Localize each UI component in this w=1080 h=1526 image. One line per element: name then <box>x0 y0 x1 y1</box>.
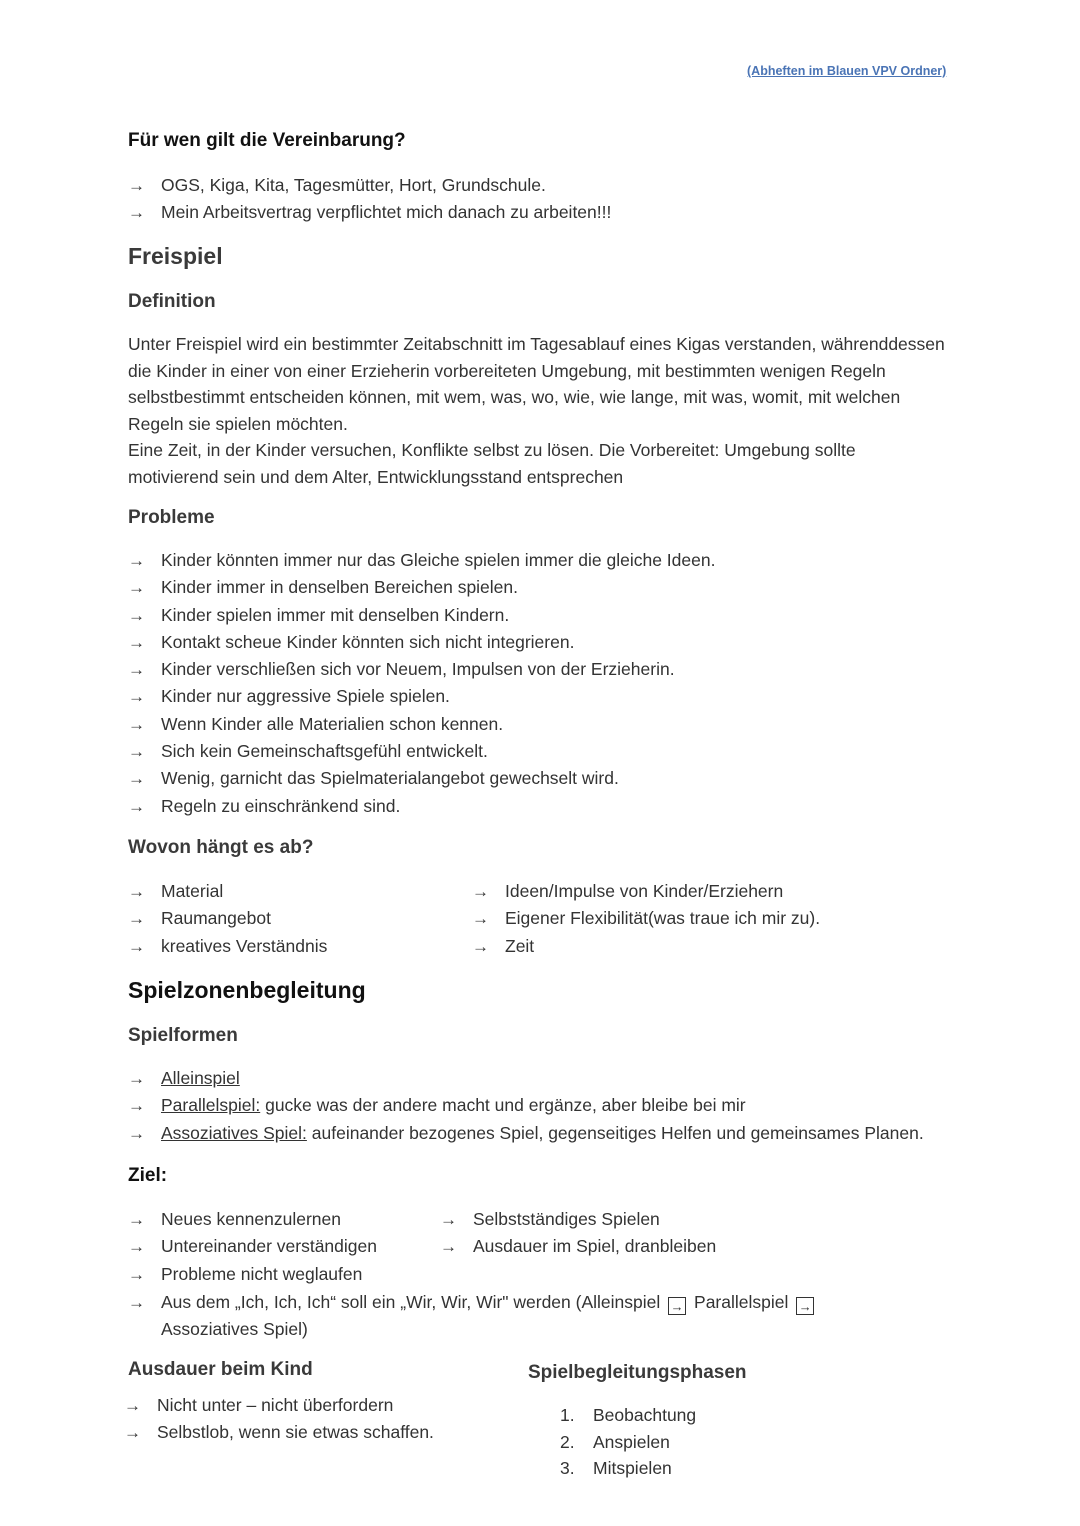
form-term: Assoziatives Spiel: <box>161 1122 307 1143</box>
arrow-icon: → <box>124 1396 141 1415</box>
who-list <box>128 172 611 227</box>
list-item <box>128 1065 924 1092</box>
arrow-icon: → <box>128 1069 145 1088</box>
arrow-icon: → <box>128 1293 145 1312</box>
definition-heading: Definition <box>128 291 216 312</box>
list-item: → Kinder spielen immer mit denselben Kindern. <box>128 602 715 629</box>
arrow-icon: → <box>128 909 145 929</box>
arrow-icon: → <box>128 687 145 707</box>
list-item: → Ideen/Impulse von Kinder/Erziehern <box>472 878 820 905</box>
arrow-icon: → <box>128 742 145 762</box>
arrow-icon: → <box>128 796 145 816</box>
arrow-icon: → <box>128 714 145 734</box>
list-item: → Material <box>128 878 327 905</box>
list-item: → Mein Arbeitsvertrag verpflichtet mich danach zu arbeiten!!! <box>128 199 611 226</box>
goals-left-list <box>128 1206 377 1288</box>
list-item: 3. Mitspielen <box>560 1458 672 1478</box>
list-item: → Selbstlob, wenn sie etwas schaffen. <box>124 1419 434 1446</box>
list-item: → Neues kennenzulernen <box>128 1206 377 1233</box>
arrow-icon: → <box>128 660 145 680</box>
list-item: → Untereinander verständigen <box>128 1233 377 1260</box>
list-item: → Aus dem „Ich, Ich, Ich“ soll ein „Wir, Wir, Wir" werden (Alleinspiel → Parallelspiel → <box>128 1289 817 1316</box>
arrow-icon: → <box>128 769 145 789</box>
arrow-icon: → <box>472 936 489 956</box>
arrow-icon: → <box>128 1210 145 1229</box>
list-item: → Kontakt scheue Kinder könnten sich nicht integrieren. <box>128 629 715 656</box>
who-heading: Für wen gilt die Vereinbarung? <box>128 130 406 151</box>
arrow-icon: → <box>128 1096 145 1116</box>
form-term: Alleinspiel <box>161 1068 240 1088</box>
arrow-icon: → <box>440 1210 457 1229</box>
forms-list <box>128 1065 924 1147</box>
spielzonen-heading: Spielzonenbegleitung <box>128 977 366 1003</box>
arrow-icon: → <box>128 203 145 223</box>
list-item: → Zeit <box>472 933 820 960</box>
definition-paragraph-2: Eine Zeit, in der Kinder versuchen, Konflikte selbst zu lösen. Die Vorbereitet: Umgebung sollte motivierend sein und dem Alter, Entwicklungsstand entsprechen <box>128 440 856 487</box>
goal-long-list <box>128 1289 817 1344</box>
list-item: → Assoziatives Spiel: aufeinander bezogenes Spiel, gegenseitiges Helfen und gemeinsames Planen. <box>128 1120 924 1147</box>
list-item: → Probleme nicht weglaufen <box>128 1261 377 1288</box>
list-item: → Eigener Flexibilität(was traue ich mir zu). <box>472 905 820 932</box>
list-item: → Regeln zu einschränkend sind. <box>128 793 715 820</box>
arrow-icon: → <box>472 882 489 901</box>
list-item: 1. Beobachtung <box>560 1405 697 1425</box>
list-item: → Kinder immer in denselben Bereichen spielen. <box>128 574 715 601</box>
list-item: → Sich kein Gemeinschaftsgefühl entwickelt. <box>128 738 715 765</box>
boxed-arrow-icon: → <box>668 1297 686 1315</box>
freispiel-heading: Freispiel <box>128 243 223 269</box>
endurance-heading: Ausdauer beim Kind <box>128 1359 313 1380</box>
list-item: → Nicht unter – nicht überfordern <box>124 1392 434 1419</box>
list-item: → Wenig, garnicht das Spielmaterialangebot gewechselt wird. <box>128 765 715 792</box>
arrow-icon: → <box>128 1264 145 1284</box>
depends-heading: Wovon hängt es ab? <box>128 837 314 858</box>
goal-heading: Ziel: <box>128 1165 168 1186</box>
arrow-icon: → <box>128 632 145 652</box>
arrow-icon: → <box>440 1237 457 1257</box>
goals-right-list <box>440 1206 716 1261</box>
depends-right-list <box>472 878 820 960</box>
list-item: → Kinder nur aggressive Spiele spielen. <box>128 683 715 710</box>
arrow-icon: → <box>128 936 145 956</box>
arrow-icon: → <box>128 1237 145 1257</box>
forms-heading: Spielformen <box>128 1025 238 1046</box>
list-item: → OGS, Kiga, Kita, Tagesmütter, Hort, Grundschule. <box>128 172 611 199</box>
list-item-continuation: Assoziatives Spiel) <box>161 1319 308 1340</box>
definition-paragraph-1: Unter Freispiel wird ein bestimmter Zeitabschnitt im Tagesablauf eines Kigas verstanden, währenddessen die Kinder in einer von einer Erzieherin vorbereiteten Umgebung, mit bestimmten wenigen Regeln selbstbestimmt entscheiden können, mit wem, was, wo, wie, wie lange, mit was, womit, mit welchen Regeln sie spielen möchten. <box>128 334 945 434</box>
arrow-icon: → <box>128 551 145 570</box>
arrow-icon: → <box>128 605 145 625</box>
depends-left-list <box>128 878 327 960</box>
arrow-icon: → <box>472 909 489 929</box>
arrow-icon: → <box>124 1423 141 1443</box>
definition-text <box>128 331 948 490</box>
endurance-list <box>124 1392 434 1447</box>
list-item: → kreatives Verständnis <box>128 933 327 960</box>
arrow-icon: → <box>128 578 145 598</box>
problems-heading: Probleme <box>128 507 215 528</box>
arrow-icon: → <box>128 176 145 195</box>
list-item: → Parallelspiel: gucke was der andere macht und ergänze, aber bleibe bei mir <box>128 1092 924 1119</box>
list-item: → Selbstständiges Spielen <box>440 1206 716 1233</box>
list-item: → Ausdauer im Spiel, dranbleiben <box>440 1233 716 1260</box>
boxed-arrow-icon: → <box>796 1297 814 1315</box>
list-item: 2. Anspielen <box>560 1431 670 1452</box>
header-link[interactable]: (Abheften im Blauen VPV Ordner) <box>747 64 947 78</box>
problems-list <box>128 547 715 820</box>
list-item: → Kinder könnten immer nur das Gleiche spielen immer die gleiche Ideen. <box>128 547 715 574</box>
list-item: → Wenn Kinder alle Materialien schon kennen. <box>128 711 715 738</box>
list-item: → Raumangebot <box>128 905 327 932</box>
phases-list <box>560 1402 696 1482</box>
phases-heading: Spielbegleitungsphasen <box>528 1362 747 1383</box>
form-term: Parallelspiel: <box>161 1095 261 1116</box>
arrow-icon: → <box>128 882 145 901</box>
list-item: → Kinder verschließen sich vor Neuem, Impulsen von der Erzieherin. <box>128 656 715 683</box>
arrow-icon: → <box>128 1123 145 1143</box>
